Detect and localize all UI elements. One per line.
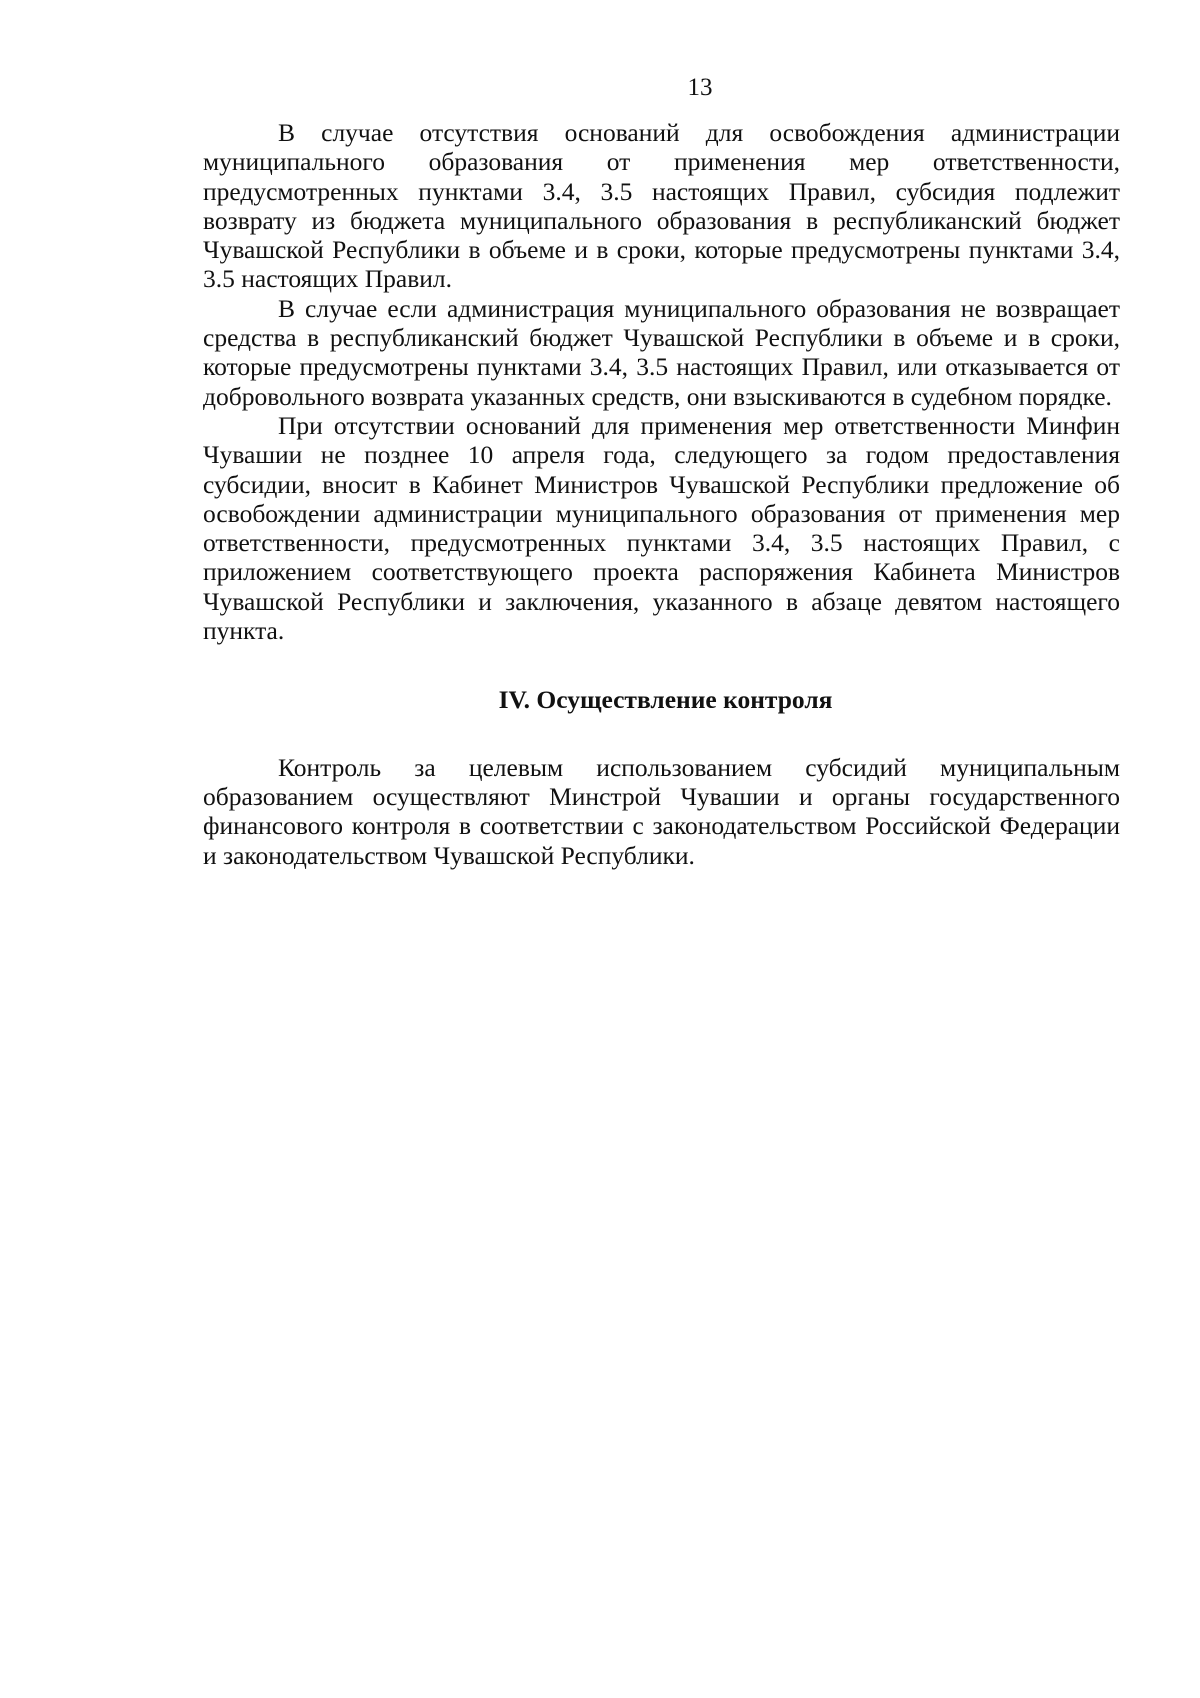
- document-body: [203, 118, 1120, 870]
- paragraph-control: Контроль за целевым использованием субсидий муниципальным образованием осуществляют Минстрой Чувашии и органы государственного финансового контроля в соответствии с законодательством Российской Федерации и законодательством Чувашской Республики.: [203, 752, 1120, 870]
- paragraph-exemption-proposal: При отсутствии оснований для применения мер ответственности Минфин Чувашии не позднее 10 апреля года, следующего за годом предоставления субсидии, вносит в Кабинет Министров Чувашской Республики предложение об освобождении администрации муниципального образования от применения мер ответственности, предусмотренных пунктами 3.4, 3.5 настоящих Правил, с приложением соответствующего проекта распоряжения Кабинета Министров Чувашской Республики и заключения, указанного в абзаце девятом настоящего пункта.: [203, 410, 1120, 646]
- paragraph-judicial-recovery: В случае если администрация муниципального образования не возвращает средства в республиканский бюджет Чувашской Республики в объеме и в сроки, которые предусмотрены пунктами 3.4, 3.5 настоящих Правил, или отказывается от добровольного возврата указанных средств, они взыскиваются в судебном порядке.: [203, 293, 1120, 411]
- paragraph-refund-obligation: В случае отсутствия оснований для освобождения администрации муниципального образования от применения мер ответственности, предусмотренных пунктами 3.4, 3.5 настоящих Правил, субсидия подлежит возврату из бюджета муниципального образования в республиканский бюджет Чувашской Республики в объеме и в сроки, которые предусмотрены пунктами 3.4, 3.5 настоящих Правил.: [203, 118, 1120, 294]
- section-heading: IV. Осуществление контроля: [498, 685, 833, 715]
- page-number: 13: [687, 74, 713, 101]
